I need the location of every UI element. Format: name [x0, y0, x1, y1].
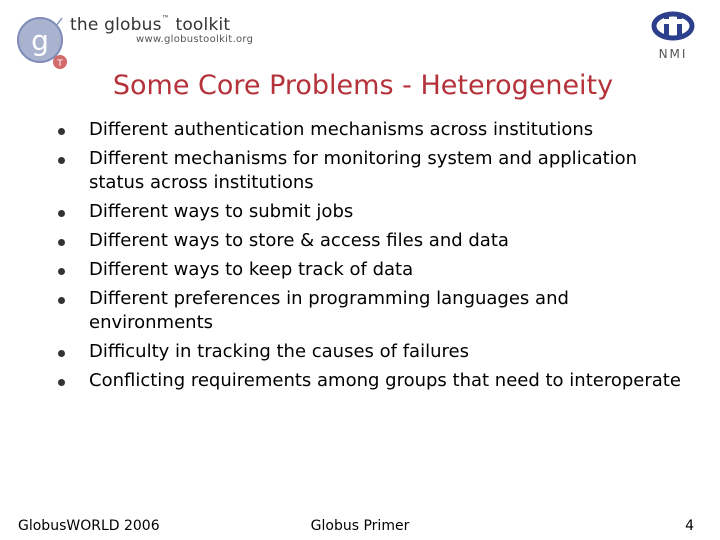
bullet-icon: [58, 297, 65, 304]
logo-letter: g: [31, 24, 49, 57]
bullet-icon: [58, 239, 65, 246]
bullet-icon: [58, 210, 65, 217]
logo-url: www.globustoolkit.org: [136, 34, 254, 45]
bullet-item: Difficulty in tracking the causes of failures: [54, 340, 694, 364]
bullet-icon: [58, 350, 65, 357]
bullet-icon: [58, 128, 65, 135]
logo-wordmark: the globus™ toolkit: [70, 14, 231, 35]
bullet-item: Different ways to store & access files and data: [54, 229, 694, 253]
bullet-list: [54, 118, 694, 398]
nmi-label: NMI: [658, 47, 688, 61]
bullet-item: Different mechanisms for monitoring system and application status across institutions: [54, 147, 694, 195]
svg-text:T: T: [57, 59, 63, 69]
footer-event: GlobusWORLD 2006: [18, 518, 160, 534]
bullet-icon: [58, 268, 65, 275]
nmi-logo-icon: [650, 10, 696, 62]
slide-title: Some Core Problems - Heterogeneity: [112, 70, 614, 101]
bullet-item: Conflicting requirements among groups that need to interoperate: [54, 369, 694, 393]
bullet-item: Different authentication mechanisms across institutions: [54, 118, 694, 142]
globus-g-icon: [16, 16, 72, 72]
bullet-icon: [58, 157, 65, 164]
bullet-item: Different ways to submit jobs: [54, 200, 694, 224]
globus-toolkit-logo: [10, 6, 254, 76]
bullet-item: Different preferences in programming languages and environments: [54, 287, 694, 335]
bullet-icon: [58, 379, 65, 386]
page-number: 4: [685, 518, 694, 534]
bullet-item: Different ways to keep track of data: [54, 258, 694, 282]
footer-title: Globus Primer: [310, 518, 410, 534]
